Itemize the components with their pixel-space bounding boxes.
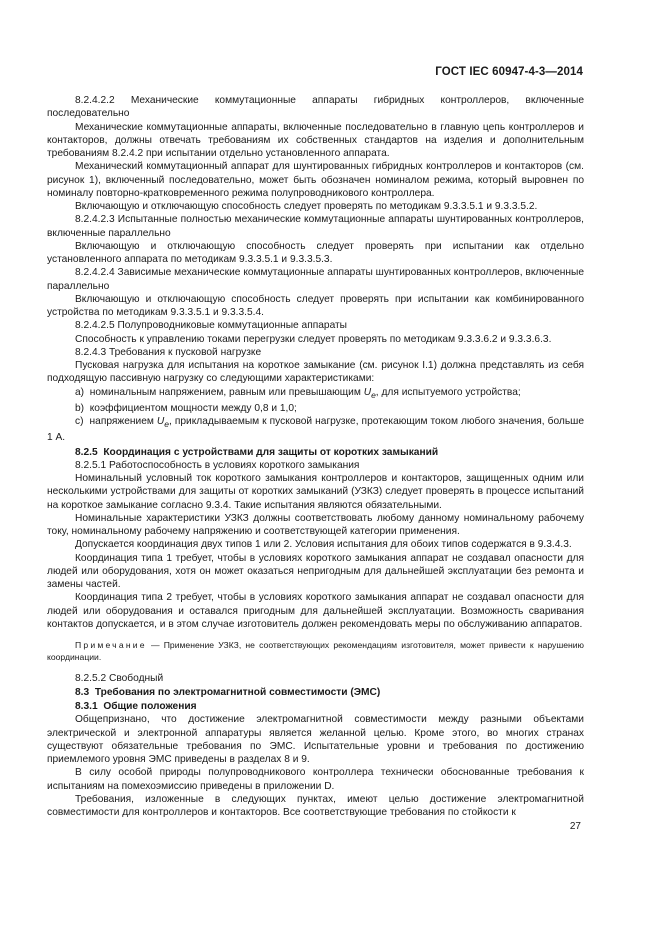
list-text: напряжением <box>89 416 157 428</box>
body-paragraph: Номинальные характеристики УЗКЗ должны соответствовать любому данному номинальному рабочему току, номинальному рабочему напряжению и соответствующей категории применения. <box>47 512 584 538</box>
body-paragraph: Пусковая нагрузка для испытания на короткое замыкание (см. рисунок I.1) должна представлять из себя подходящую пассивную нагрузку со следующими характеристиками: <box>47 360 584 385</box>
symbol-subscript: e <box>164 419 170 430</box>
clause-8-2-4-2-4-heading: 8.2.4.2.4 Зависимые механические коммутационные аппараты шунтированных контроллеров, включенные параллельно <box>47 267 584 292</box>
body-paragraph: Номинальный условный ток короткого замыкания контроллеров и контакторов, защищенных одним или несколькими устройствами для защиты от коротких замыканий (УЗКЗ) следует проверять в процессе испытаний на короткое замыкание согласно 9.3.4. Такие испытания являются обязательными. <box>47 473 584 511</box>
clause-8-2-4-2-5-heading: 8.2.4.2.5 Полупроводниковые коммутационные аппараты <box>75 320 347 332</box>
body-paragraph: Допускается координация двух типов 1 или 2. Условия испытания для обоих типов содержатся в 9.3.4.3. <box>75 539 572 551</box>
symbol-subscript: e <box>371 389 376 400</box>
section-number: 8.3.1 <box>75 701 98 713</box>
list-marker: a) <box>75 386 85 398</box>
clause-8-2-5-1-heading: 8.2.5.1 Работоспособность в условиях короткого замыкания <box>75 459 360 471</box>
list-item <box>47 402 584 415</box>
note-label: Примечание <box>75 640 147 651</box>
list-text: , для испытуемого устройства; <box>375 386 521 398</box>
body-paragraph: Включающую и отключающую способность следует проверять по методикам 9.3.3.5.1 и 9.3.3.5.2. <box>75 201 538 212</box>
body-paragraph: Механический коммутационный аппарат для шунтированных гибридных контроллеров и контакторов (см. рисунок 1), включенный последовательно, может быть обозначен номиналом режима, который выровнен по номиналу повторно-кратковременного режима полупроводникового контроллера. <box>47 161 584 199</box>
list-item <box>47 386 584 402</box>
body-paragraph: Включающую и отключающую способность следует проверять при испытании как отдельно установленного аппарата по методикам 9.3.3.5.1 и 9.3.3.5.3. <box>47 240 584 265</box>
list-marker: b) <box>75 402 85 414</box>
note <box>47 639 584 663</box>
section-8-3-heading <box>47 686 584 699</box>
page-number: 27 <box>569 821 581 832</box>
clause-8-2-5-2: 8.2.5.2 Свободный <box>75 672 164 684</box>
body-paragraph: Механические коммутационные аппараты, включенные последовательно в главную цепь контроллеров и контакторов, должны отвечать требованиям их собственных стандартов на изделия и дополнительным требованиям 8.2.4.2 при испытании отдельно установленного аппарата. <box>47 121 584 159</box>
section-title: Координация с устройствами для защиты от коротких замыканий <box>103 446 439 458</box>
document-header: ГОСТ IEC 60947-4-3—2014 <box>435 66 583 78</box>
section-8-2-5-heading <box>47 446 584 459</box>
section-title: Требования по электромагнитной совместимости (ЭМС) <box>94 686 381 698</box>
body-paragraph: Включающую и отключающую способность следует проверять при испытании как комбинированного устройства по методикам 9.3.3.5.1 и 9.3.3.5.4. <box>47 293 584 318</box>
clause-8-2-4-2-2-heading: 8.2.4.2.2 Механические коммутационные аппараты гибридных контроллеров, включенные последовательно <box>47 95 584 120</box>
clause-8-2-4-3-heading: 8.2.4.3 Требования к пусковой нагрузке <box>75 346 262 358</box>
page-body <box>47 94 584 819</box>
section-title: Общие положения <box>103 701 197 713</box>
body-paragraph: Общепризнано, что достижение электромагнитной совместимости между разными объектами электрической и электронной аппаратуры является желанной целью. Кроме этого, во многих странах существуют обязательные требования по ЭМС. Испытательные уровни и требования по достижению приемлемого уровня ЭМС приведены в разделах 8 и 9. <box>47 714 584 766</box>
symbol: U <box>156 416 165 428</box>
body-paragraph: Способность к управлению токами перегрузки следует проверять по методикам 9.3.3.6.2 и 9.3.3.6.3. <box>75 333 552 345</box>
section-number: 8.3 <box>75 686 90 698</box>
symbol: U <box>363 386 372 398</box>
list-text: , прикладываемым к пусковой нагрузке, протекающим током любого значения, больше 1 A. <box>47 416 584 444</box>
clause-8-2-4-2-3-heading: 8.2.4.2.3 Испытанные полностью механические коммутационные аппараты шунтированных контроллеров, включенные параллельно <box>47 214 584 239</box>
body-paragraph: Требования, изложенные в следующих пунктах, имеют целью достижение электромагнитной совместимости для контроллеров и контакторов. Все соответствующие требования по стойкости к <box>47 793 584 819</box>
list-marker: c) <box>75 416 84 428</box>
body-paragraph: Координация типа 2 требует, чтобы в условиях короткого замыкания аппарат не создавал опасности для людей или оборудования и оставался пригодным для дальнейшей эксплуатации. Возможность сваривания контактов допускается, и в этом случае изготовитель должен рекомендовать меры по обслуживанию аппаратов. <box>47 592 584 630</box>
section-number: 8.2.5 <box>75 446 98 458</box>
list-text: коэффициентом мощности между 0,8 и 1,0; <box>89 402 297 414</box>
body-paragraph: Координация типа 1 требует, чтобы в условиях короткого замыкания аппарат не создавал опасности для людей или оборудования, хотя он может оказаться непригодным для дальнейшей эксплуатации без ремонта и замены частей. <box>47 552 584 591</box>
characteristics-list <box>47 386 584 445</box>
body-paragraph: В силу особой природы полупроводникового контроллера технически обоснованные требования к испытаниям на помехоэмиссию приведены в приложении D. <box>47 767 584 792</box>
list-item <box>47 415 584 445</box>
note-text: — Применение УЗКЗ, не соответствующих рекомендациям изготовителя, может привести к нарушению координации. <box>47 640 584 663</box>
section-8-3-1-heading <box>47 700 584 713</box>
list-text: номинальным напряжением, равным или превышающим <box>89 386 364 398</box>
